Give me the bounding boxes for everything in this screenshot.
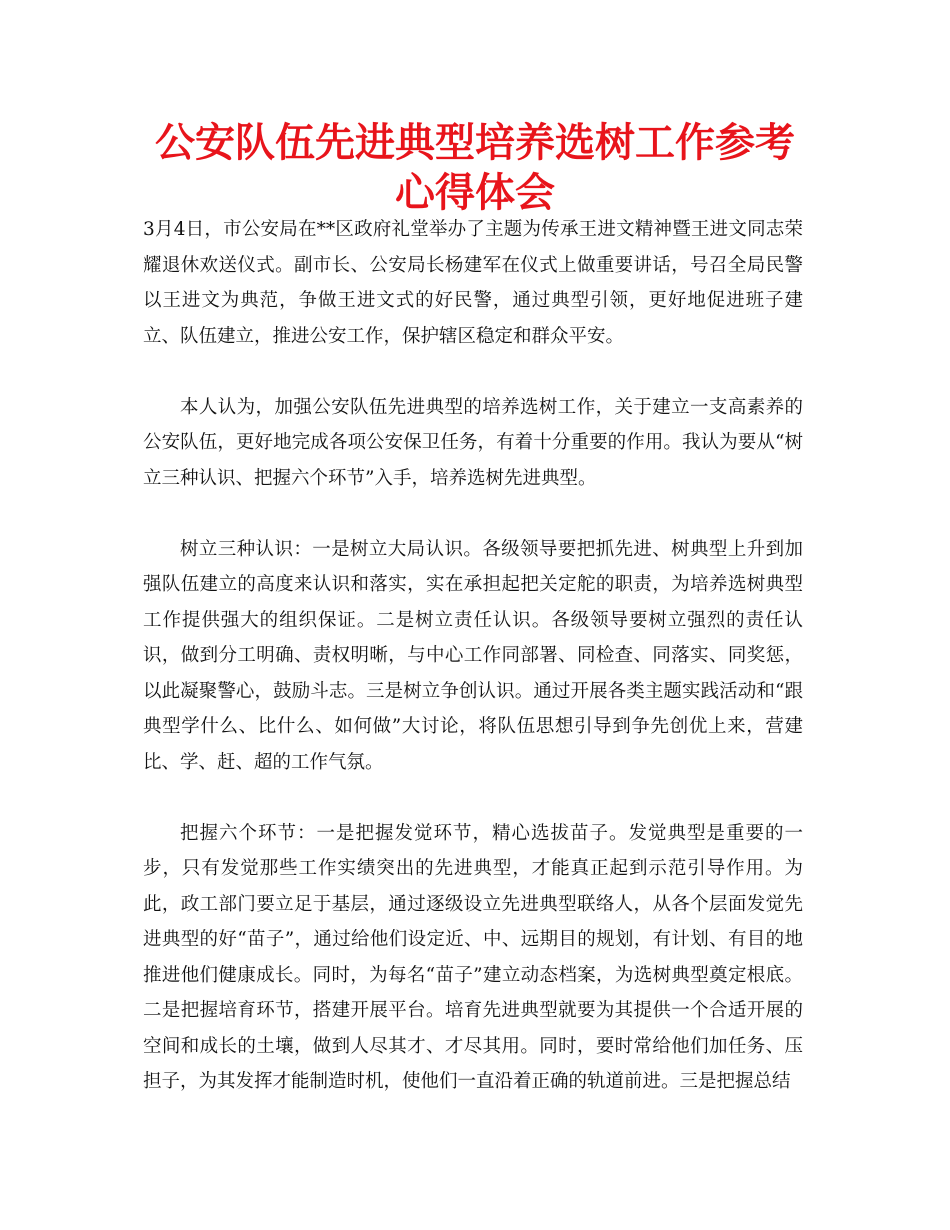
document-title: 公安队伍先进典型培养选树工作参考心得体会 bbox=[155, 120, 795, 216]
paragraph-three-awareness: 树立三种认识：一是树立大局认识。各级领导要把抓先进、树典型上升到加强队伍建立的高度来认识和落实，实在承担起把关定舵的职责，为培养选树典型工作提供强大的组织保证。二是树立责任认识。各级领导要树立强烈的责任认识，做到分工明确、责权明晰，与中心工作同部署、同检查、同落实、同奖惩，以此凝聚警心，鼓励斗志。三是树立争创认识。通过开展各类主题实践活动和“跟典型学什么、比什么、如何做”大讨论，将队伍思想引导到争先创优上来，营建比、学、赶、超的工作气氛。 bbox=[143, 538, 803, 773]
paragraph-opinion: 本人认为，加强公安队伍先进典型的培养选树工作，关于建立一支高素养的公安队伍，更好地完成各项公安保卫任务，有着十分重要的作用。我认为要从“树立三种认识、把握六个环节”入手，培养选树先进典型。 bbox=[143, 396, 803, 489]
paragraph-intro: 3月4日，市公安局在**区政府礼堂举办了主题为传承王进文精神暨王进文同志荣耀退休欢送仪式。副市长、公安局长杨建军在仪式上做重要讲话，号召全局民警以王进文为典范，争做王进文式的好民警，通过典型引领，更好地促进班子建立、队伍建立，推进公安工作，保护辖区稳定和群众平安。 bbox=[143, 219, 803, 347]
document-body bbox=[143, 212, 803, 1100]
paragraph-six-links: 把握六个环节：一是把握发觉环节，精心选拔苗子。发觉典型是重要的一步，只有发觉那些工作实绩突出的先进典型，才能真正起到示范引导作用。为此，政工部门要立足于基层，通过逐级设立先进典型联络人，从各个层面发觉先进典型的好“苗子”，通过给他们设定近、中、远期目的规划，有计划、有目的地推进他们健康成长。同时，为每名“苗子”建立动态档案，为选树典型奠定根底。二是把握培育环节，搭建开展平台。培育先进典型就要为其提供一个合适开展的空间和成长的土壤，做到人尽其才、才尽其用。同时，要时常给他们加任务、压担子，为其发挥才能制造时机，使他们一直沿着正确的轨道前进。三是把握总结 bbox=[143, 822, 803, 1092]
